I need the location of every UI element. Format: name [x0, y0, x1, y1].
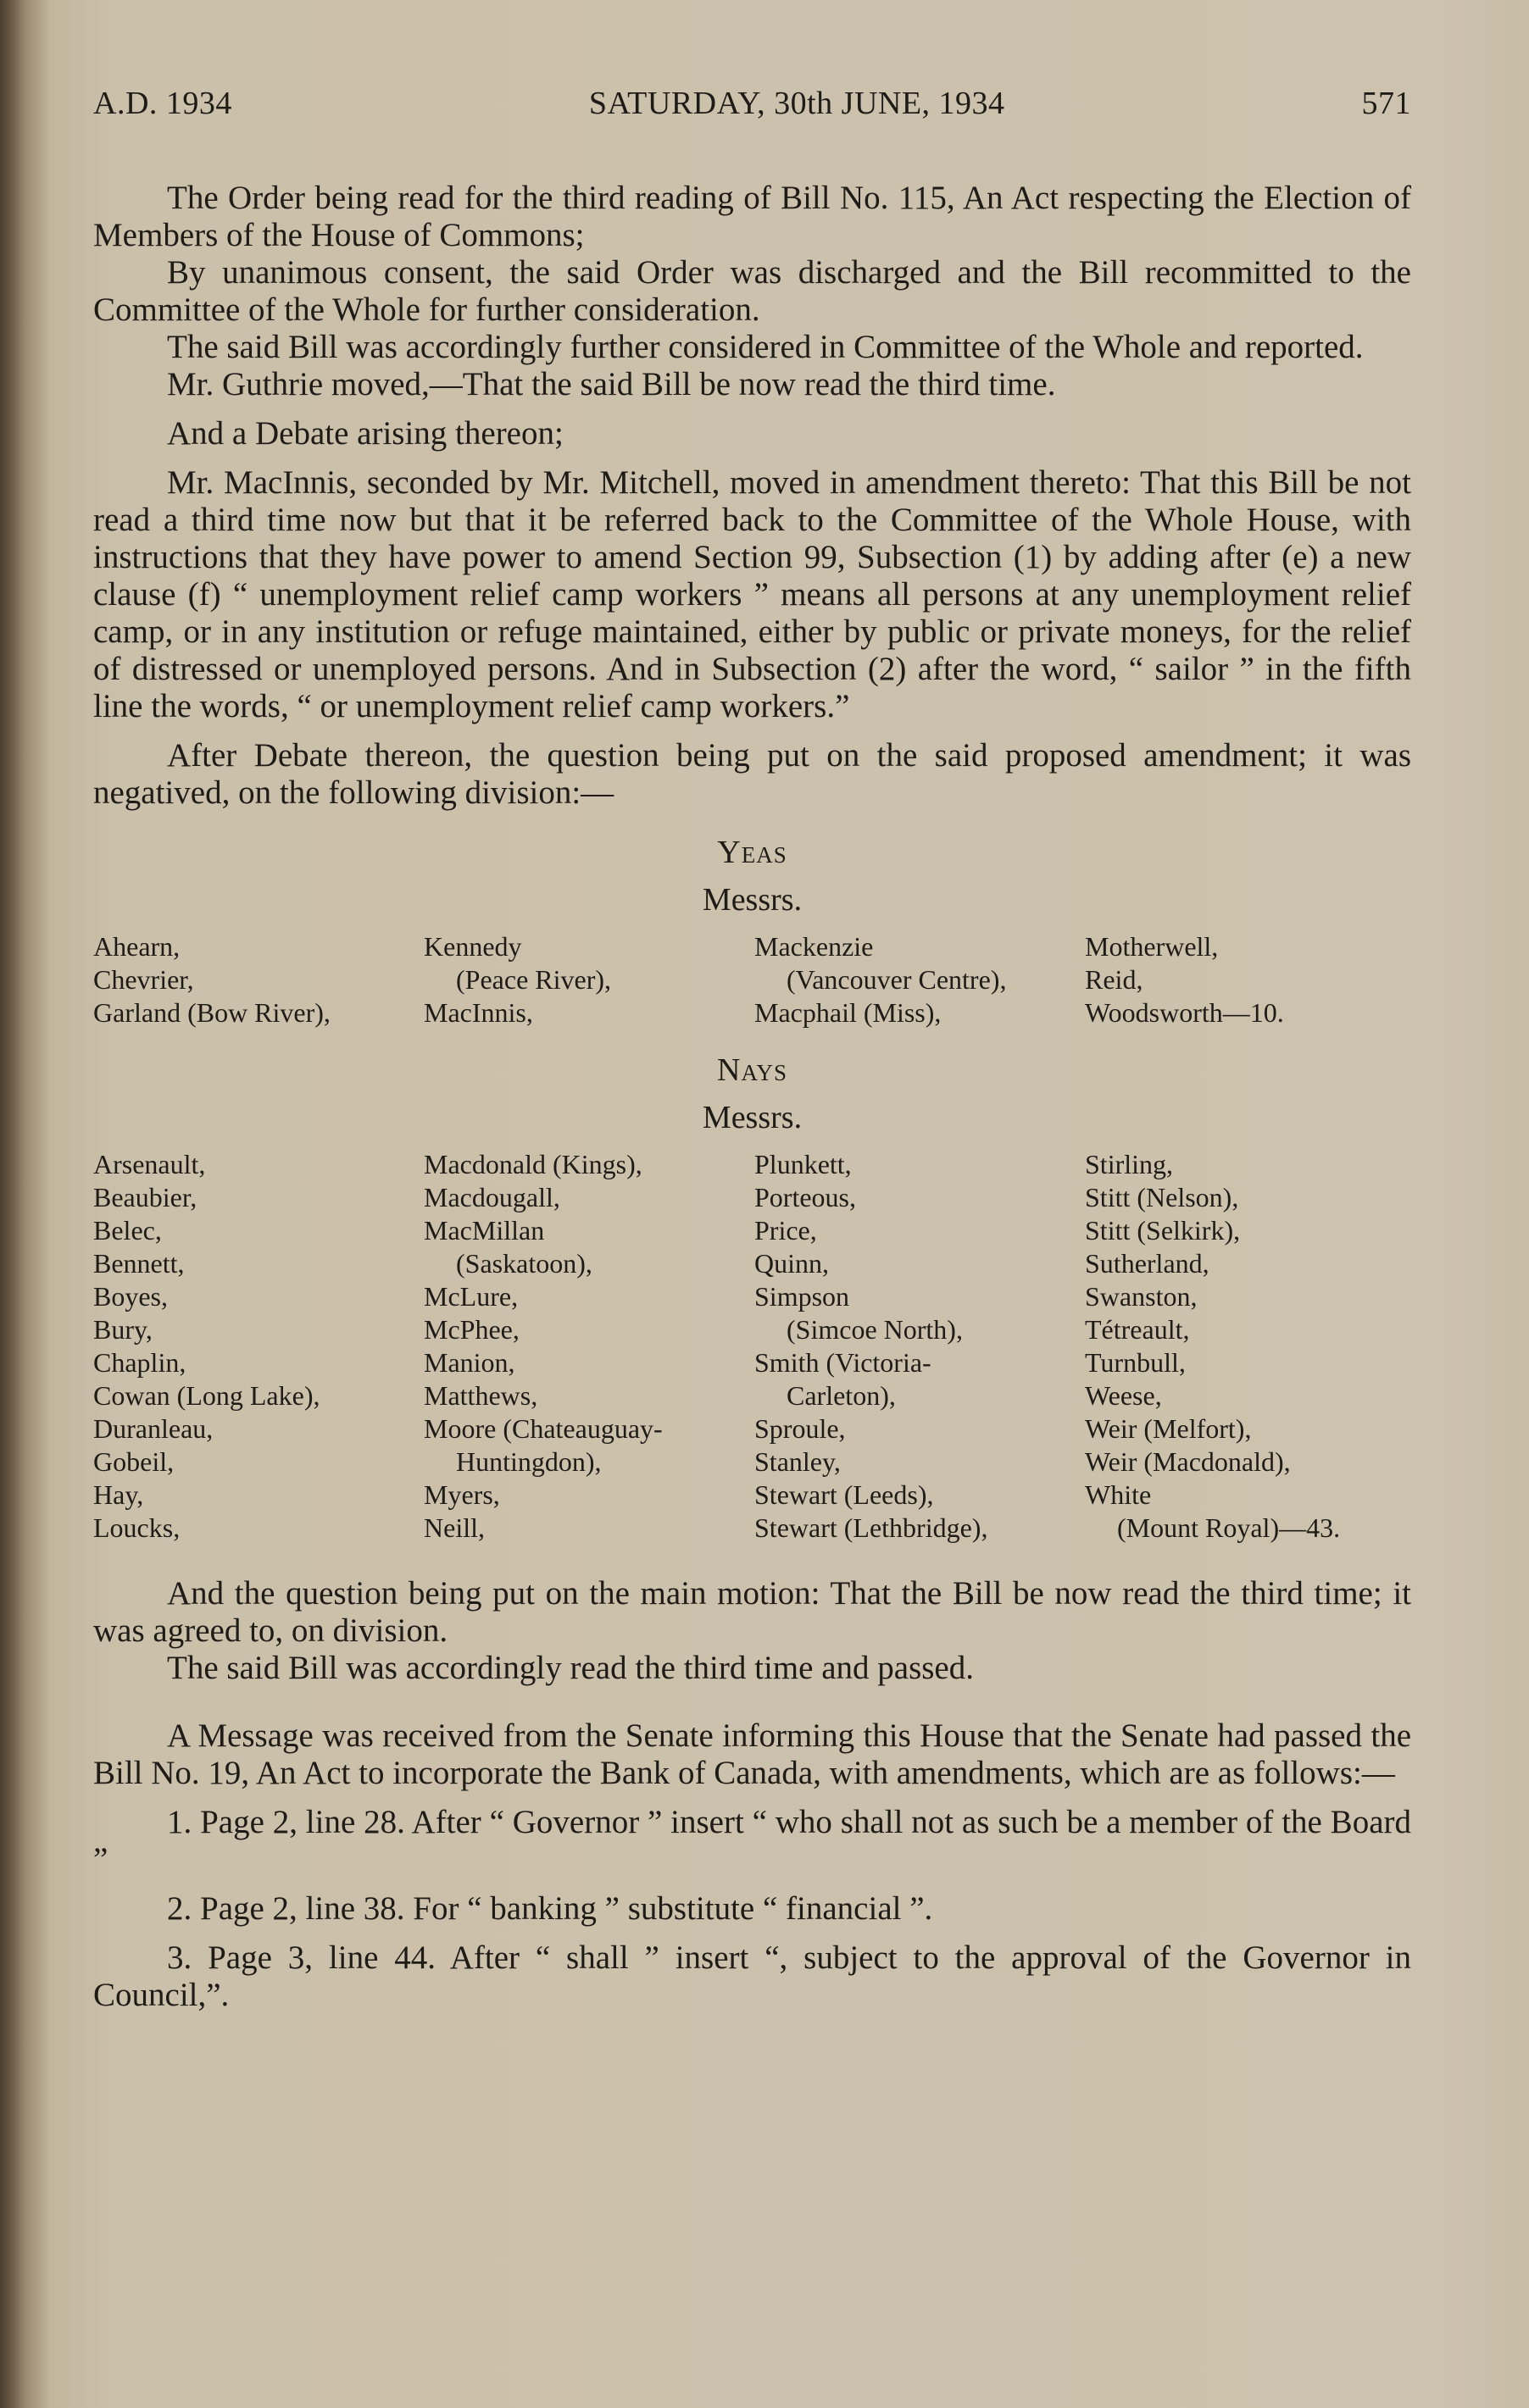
amendment-item-1: 1. Page 2, line 28. After “ Governor ” insert “ who shall not as such be a member of the Board ” [93, 1804, 1411, 1878]
nays-column-2 [424, 1148, 754, 1545]
nays-list [93, 1148, 1411, 1545]
name-entry: Smith (Victoria- [754, 1347, 931, 1378]
name-entry: Ahearn, [93, 931, 181, 962]
yeas-heading: Yeas [717, 835, 787, 870]
name-entry: Matthews, [424, 1380, 538, 1411]
paragraph-passed: The said Bill was accordingly read the third time and passed. [167, 1650, 974, 1686]
paragraph-considered: The said Bill was accordingly further considered in Committee of the Whole and reported. [167, 329, 1364, 365]
name-entry: Chevrier, [93, 964, 194, 995]
name-entry: Porteous, [754, 1182, 856, 1212]
name-entry: (Peace River), [456, 964, 612, 995]
yeas-column-4 [1085, 930, 1411, 1029]
name-entry: Manion, [424, 1347, 515, 1378]
name-entry: Weir (Melfort), [1085, 1413, 1252, 1444]
name-entry: Turnbull, [1085, 1347, 1186, 1378]
name-entry: Gobeil, [93, 1446, 175, 1477]
paragraph-division-intro: After Debate thereon, the question being put on the said proposed amendment; it was negatived, on the following division:— [93, 737, 1411, 811]
name-entry: (Vancouver Centre), [787, 964, 1007, 995]
name-entry: White [1085, 1479, 1152, 1510]
name-entry: Bury, [93, 1314, 153, 1345]
name-entry: Carleton), [787, 1380, 896, 1411]
name-entry: Reid, [1085, 964, 1143, 995]
name-entry: Neill, [424, 1512, 485, 1543]
name-entry: Sutherland, [1085, 1248, 1209, 1279]
paragraph-debate: And a Debate arising thereon; [167, 415, 564, 452]
name-entry: McPhee, [424, 1314, 520, 1345]
nays-column-4 [1085, 1148, 1411, 1545]
name-entry: Cowan (Long Lake), [93, 1380, 320, 1411]
name-entry: Woodsworth—10. [1085, 997, 1284, 1028]
name-entry: Tétreault, [1085, 1314, 1190, 1345]
name-entry: (Mount Royal)—43. [1117, 1512, 1341, 1543]
nays-column-3 [754, 1148, 1085, 1545]
paragraph-guthrie-moved: Mr. Guthrie moved,—That the said Bill be now read the third time. [167, 366, 1056, 402]
page-number: 571 [1361, 86, 1411, 121]
paragraph-amendment: Mr. MacInnis, seconded by Mr. Mitchell, moved in amendment thereto: That this Bill be not read a third time now but that it be referred back to the Committee of the Whole House, with instructions that they have power to amend Section 99, Subsection (1) by adding after (e) a new clause (f) “ unemployment relief camp workers ” means all persons at any unemployment relief camp, or in any institution or refuge maintained, either by public or private moneys, for the relief of distressed or unemployed persons. And in Subsection (2) after the word, “ sailor ” in the fifth line the words, “ or unemployment relief camp workers.” [93, 464, 1411, 724]
name-entry: Quinn, [754, 1248, 829, 1279]
name-entry: McLure, [424, 1281, 519, 1312]
paragraph-main-motion: And the question being put on the main motion: That the Bill be now read the third time; it was agreed to, on division. [93, 1575, 1411, 1649]
name-entry: Weese, [1085, 1380, 1162, 1411]
name-entry: MacMillan [424, 1215, 545, 1246]
name-entry: Stitt (Selkirk), [1085, 1215, 1241, 1246]
amendment-item-3: 3. Page 3, line 44. After “ shall ” insert “, subject to the approval of the Governor in Council,”. [93, 1939, 1411, 2013]
name-entry: Arsenault, [93, 1149, 206, 1179]
yeas-list [93, 930, 1411, 1029]
page-body [93, 180, 1411, 2014]
name-entry: Garland (Bow River), [93, 997, 331, 1028]
name-entry: Duranleau, [93, 1413, 214, 1444]
name-entry: Belec, [93, 1215, 162, 1246]
name-entry: Macdougall, [424, 1182, 560, 1212]
name-entry: Chaplin, [93, 1347, 186, 1378]
name-entry: (Saskatoon), [456, 1248, 592, 1279]
name-entry: Sproule, [754, 1413, 846, 1444]
name-entry: Beaubier, [93, 1182, 197, 1212]
nays-heading: Nays [717, 1052, 787, 1088]
name-entry: Motherwell, [1085, 931, 1219, 962]
name-entry: Simpson [754, 1281, 850, 1312]
yeas-messrs: Messrs. [702, 882, 803, 918]
name-entry: Weir (Macdonald), [1085, 1446, 1291, 1477]
paragraph-order-read: The Order being read for the third reading of Bill No. 115, An Act respecting the Election of Members of the House of Commons; [93, 180, 1411, 253]
nays-column-1 [93, 1148, 424, 1545]
name-entry: Macdonald (Kings), [424, 1149, 642, 1179]
name-entry: Boyes, [93, 1281, 168, 1312]
name-entry: Loucks, [93, 1512, 181, 1543]
paragraph-senate-message: A Message was received from the Senate informing this House that the Senate had passed the Bill No. 19, An Act to incorporate the Bank of Canada, with amendments, which are as follows:— [93, 1717, 1411, 1791]
name-entry: Stanley, [754, 1446, 841, 1477]
name-entry: Huntingdon), [456, 1446, 602, 1477]
name-entry: (Simcoe North), [787, 1314, 963, 1345]
name-entry: Price, [754, 1215, 817, 1246]
name-entry: Myers, [424, 1479, 500, 1510]
name-entry: Kennedy [424, 931, 522, 962]
name-entry: Stewart (Lethbridge), [754, 1512, 988, 1543]
header-date: SATURDAY, 30th JUNE, 1934 [588, 86, 1005, 121]
name-entry: Moore (Chateauguay- [424, 1413, 663, 1444]
paragraph-consent: By unanimous consent, the said Order was discharged and the Bill recommitted to the Committee of the Whole for further consideration. [93, 254, 1411, 328]
yeas-column-3 [754, 930, 1085, 1029]
name-entry: Mackenzie [754, 931, 874, 962]
header-year: A.D. 1934 [93, 86, 232, 121]
name-entry: Stewart (Leeds), [754, 1479, 934, 1510]
page-header [93, 85, 1411, 122]
name-entry: Macphail (Miss), [754, 997, 942, 1028]
name-entry: Stirling, [1085, 1149, 1174, 1179]
yeas-column-1 [93, 930, 424, 1029]
name-entry: MacInnis, [424, 997, 533, 1028]
name-entry: Plunkett, [754, 1149, 852, 1179]
name-entry: Stitt (Nelson), [1085, 1182, 1239, 1212]
yeas-column-2 [424, 930, 754, 1029]
name-entry: Swanston, [1085, 1281, 1198, 1312]
amendment-item-2: 2. Page 2, line 38. For “ banking ” substitute “ financial ”. [167, 1890, 933, 1927]
name-entry: Hay, [93, 1479, 144, 1510]
nays-messrs: Messrs. [702, 1100, 803, 1135]
name-entry: Bennett, [93, 1248, 185, 1279]
